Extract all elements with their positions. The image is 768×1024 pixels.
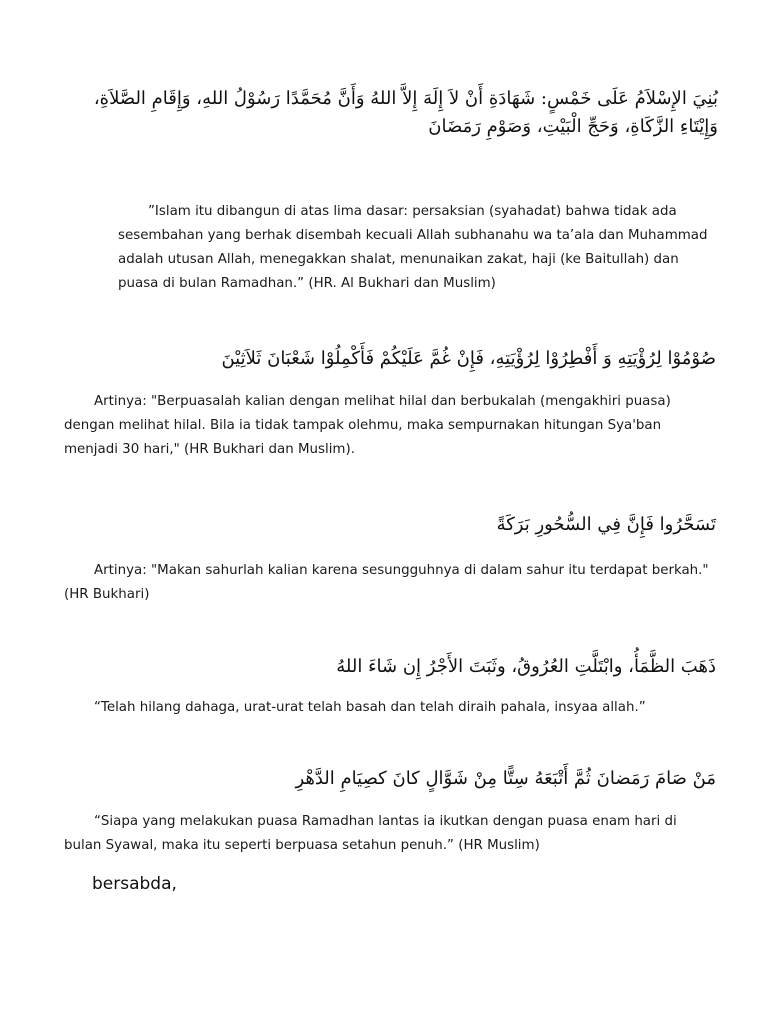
hadith-4-arabic: ذَهَبَ الظَّمَأُ، وابْتَلَّتِ العُرُوقُ، وثَبَتَ الأَجْرُ إِن شَاءَ اللهُ <box>336 656 716 677</box>
hadith-1-translation <box>118 200 718 296</box>
hadith-4-translation-text: “Telah hilang dahaga, urat-urat telah basah dan telah diraih pahala, insyaa allah.” <box>94 700 646 715</box>
trailing-text: bersabda, <box>92 874 177 894</box>
hadith-3-arabic: تَسَحَّرُوا فَإِنَّ فِي السُّحُورِ بَرَكَةً <box>496 514 716 535</box>
hadith-5-translation <box>64 810 716 858</box>
hadith-1-arabic-line-1: بُنِيَ الإِسْلاَمُ عَلَى خَمْسٍ: شَهَادَةِ أَنْ لاَ إِلَهَ إِلاَّ اللهُ وَأَنَّ مُحَمَّدًا رَسُوْلُ اللهِ، وَإِقَامِ الصَّلاَةِ، <box>93 88 718 109</box>
hadith-3-translation <box>64 559 714 607</box>
hadith-2-translation <box>64 390 714 462</box>
hadith-2-arabic: صُوْمُوْا لِرُؤْيَتِهِ وَ أَفْطِرُوْا لِرُؤْيَتِهِ، فَإِنْ غُمَّ عَلَيْكُمْ فَأَكْمِلُوْا شَعْبَانَ ثَلاَثِيْنَ <box>221 348 716 369</box>
hadith-2-translation-text: Artinya: "Berpuasalah kalian dengan melihat hilal dan berbukalah (mengakhiri puasa) dengan melihat hilal. Bila ia tidak tampak olehmu, maka sempurnakan hitungan Sya'ban menjadi 30 hari," (HR Bukhari dan Muslim). <box>64 394 671 457</box>
hadith-1-arabic-line-2: وَإِيْتَاءِ الزَّكَاةِ، وَحَجِّ الْبَيْتِ، وَصَوْمِ رَمَضَانَ <box>428 116 718 137</box>
hadith-5-translation-text: “Siapa yang melakukan puasa Ramadhan lantas ia ikutkan dengan puasa enam hari di bulan Syawal, maka itu seperti berpuasa setahun penuh.” (HR Muslim) <box>64 814 677 853</box>
hadith-4-translation <box>94 696 734 720</box>
hadith-3-translation-text: Artinya: "Makan sahurlah kalian karena sesungguhnya di dalam sahur itu terdapat berkah." (HR Bukhari) <box>64 563 709 602</box>
hadith-5-arabic: مَنْ صَامَ رَمَضانَ ثُمَّ أَتْبَعَهُ سِتًّا مِنْ شَوَّالٍ كانَ كصِيَامِ الدَّهْرِ <box>295 768 716 789</box>
hadith-1-translation-text: ”Islam itu dibangun di atas lima dasar: persaksian (syahadat) bahwa tidak ada sesembahan yang berhak disembah kecuali Allah subhanahu wa ta’ala dan Muhammad adalah utusan Allah, menegakkan shalat, menunaikan zakat, haji (ke Baitullah) dan puasa di bulan Ramadhan.” (HR. Al Bukhari dan Muslim) <box>118 204 708 291</box>
